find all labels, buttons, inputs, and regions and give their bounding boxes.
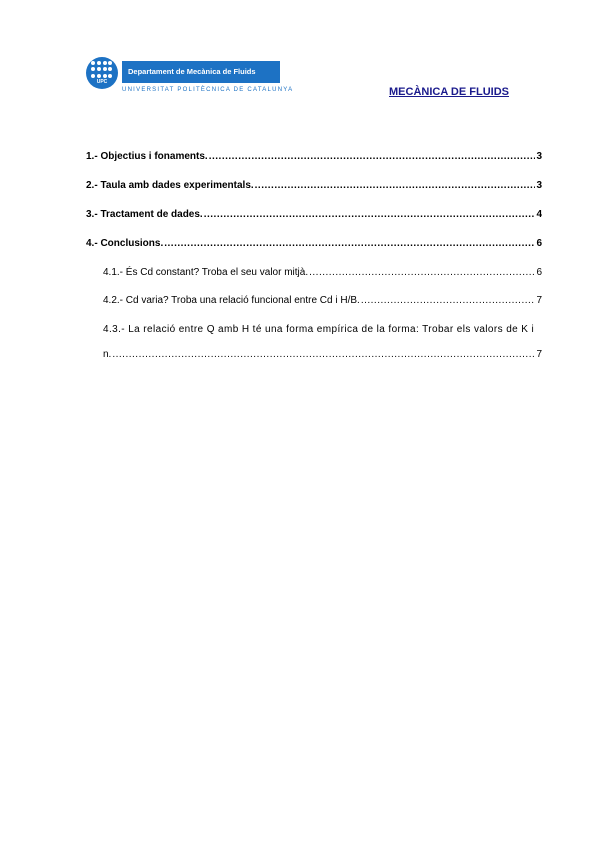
toc-subentry-4-2[interactable]	[86, 289, 542, 317]
dot-leader	[209, 145, 536, 169]
upc-logo	[86, 57, 294, 99]
toc-entry-page: 7	[536, 349, 542, 360]
toc-entry-page: 3	[536, 151, 542, 162]
toc-entry-label: 2.- Taula amb dades experimentals.	[86, 180, 254, 191]
toc-entry-label: 4.- Conclusions.	[86, 238, 164, 249]
toc-entry-label: 4.2.- Cd varia? Troba una relació funcional entre Cd i H/B.	[103, 295, 360, 306]
dot-leader	[361, 289, 536, 313]
toc-entry-4[interactable]	[86, 232, 542, 261]
toc-entry-page: 7	[536, 295, 542, 306]
dot-leader	[255, 174, 536, 198]
university-name: UNIVERSITAT POLITÈCNICA DE CATALUNYA	[122, 87, 294, 93]
toc-entry-2[interactable]	[86, 174, 542, 203]
toc-entry-page: 6	[536, 238, 542, 249]
upc-seal-icon	[86, 57, 118, 89]
dot-leader	[309, 261, 535, 285]
seal-text: UPC	[96, 79, 108, 85]
toc-subentry-4-1[interactable]	[86, 261, 542, 289]
toc-entry-page: 3	[536, 180, 542, 191]
dot-leader	[112, 342, 535, 367]
toc-entry-1[interactable]	[86, 145, 542, 174]
toc-entry-3[interactable]	[86, 203, 542, 232]
toc-entry-page: 4	[536, 209, 542, 220]
table-of-contents	[86, 145, 542, 367]
dot-leader	[204, 203, 536, 227]
toc-entry-label: 4.1.- És Cd constant? Troba el seu valor mitjà.	[103, 267, 309, 278]
toc-entry-label: 1.- Objectius i fonaments.	[86, 151, 208, 162]
toc-entry-label-line2: n.	[103, 349, 112, 360]
toc-entry-page: 6	[536, 267, 542, 278]
toc-entry-label-line1: 4.3.- La relació entre Q amb H té una forma empírica de la forma: Trobar els valors de K i	[103, 324, 535, 335]
document-title: MECÀNICA DE FLUIDS	[389, 86, 509, 98]
toc-subentry-4-3[interactable]	[86, 317, 542, 367]
dot-leader	[164, 232, 535, 256]
department-name: Departament de Mecànica de Fluids	[122, 61, 280, 83]
toc-entry-label: 3.- Tractament de dades.	[86, 209, 203, 220]
